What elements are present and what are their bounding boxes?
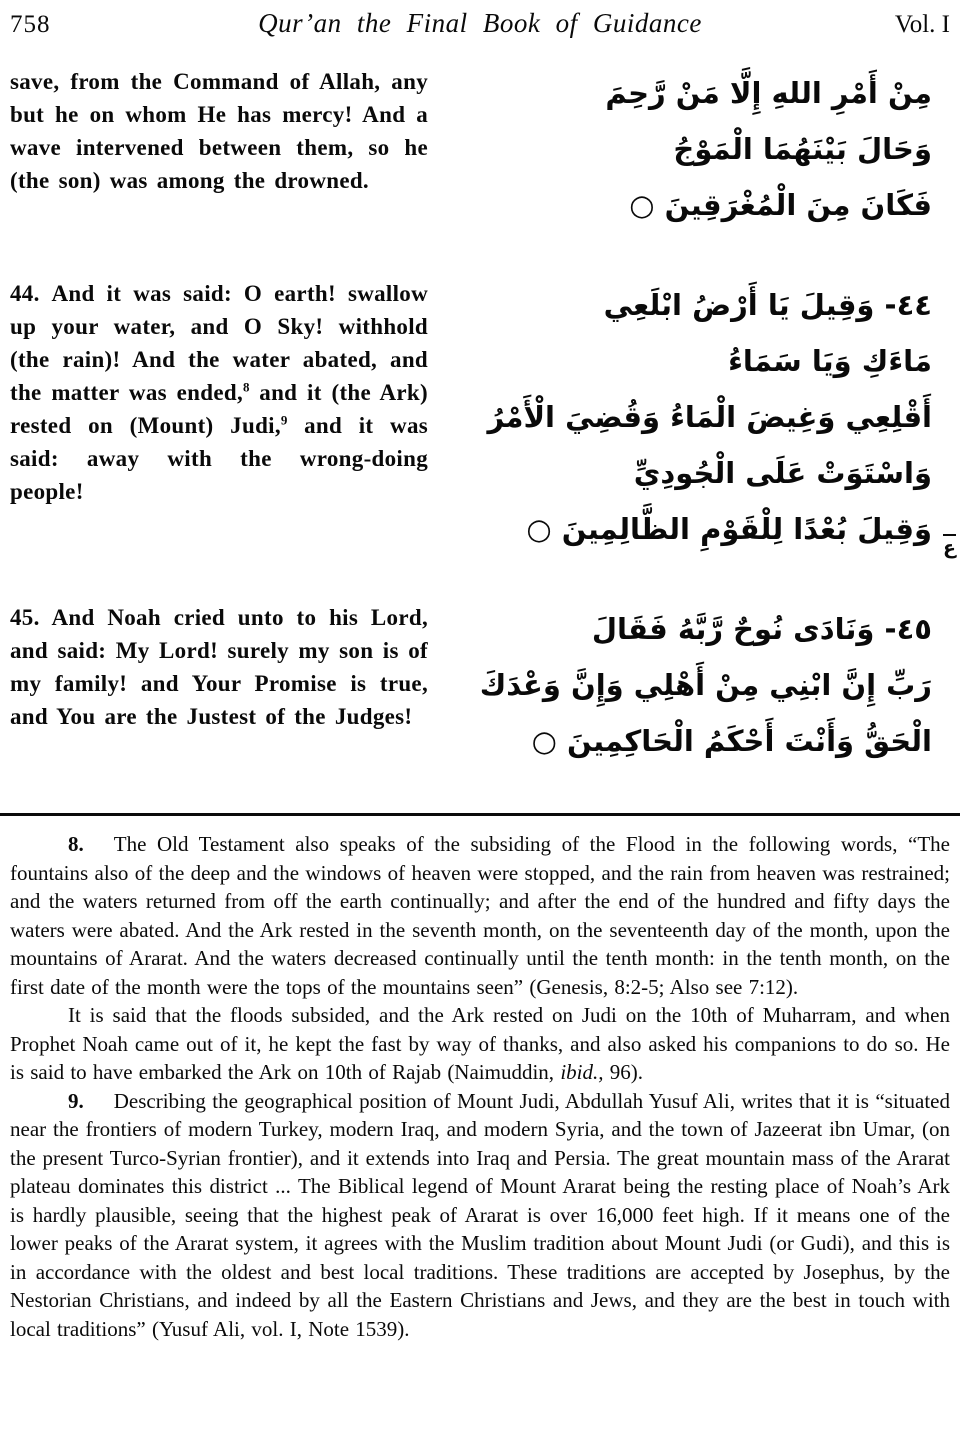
arabic-line: أَقْلِعِي وَغِيضَ الْمَاءُ وَقُضِيَ الْأَمْرُ (487, 400, 932, 434)
footnote-8 (10, 830, 950, 1001)
footnote-8b-ibid: ibid., (560, 1060, 604, 1084)
footnote-ref-9: 9 (280, 412, 288, 428)
footnote-8b-text-pre: It is said that the floods subsided, and the Ark rested on Judi on the 10th of Muharram, and when Prophet Noah came out of it, he kept the fast by way of thanks, and also asked his companions to do so. He is said to have embarked the Ark on 10th of Rajab (Naimuddin, (10, 1003, 950, 1084)
arabic-line: مِنْ أَمْرِ اللهِ إِلَّا مَنْ رَّحِمَ (605, 76, 932, 110)
footnote-8b-text-post: 96). (603, 1060, 643, 1084)
footnote-8-number: 8. (68, 832, 84, 856)
verse-44-text-mid: and it (the Ark) rested on (Mount) Judi, (10, 380, 428, 438)
arabic-line: مَاءَكِ وَيَا سَمَاءُ (728, 344, 932, 378)
verse-44-arabic (428, 277, 950, 557)
volume-label: Vol. I (894, 11, 950, 38)
footnote-8-text: The Old Testament also speaks of the subsiding of the Flood in the following words, “The fountains also of the deep and the windows of heaven were stopped, and the rain from heaven was restrained; and the waters returned from off the earth continually; and after the end of the hundred and fifty days the waters were abated. And the Ark rested in the seventh month, on the seventeenth day of the month, upon the mountains of Ararat. And the waters decreased continually until the tenth month: in the tenth month, on the first date of the month were the tops of the mountains seen” (Genesis, 8:2-5; Also see 7:12). (10, 832, 950, 999)
arabic-line: وَقِيلَ بُعْدًا لِلْقَوْمِ الظَّالِمِينَ ○ (526, 512, 932, 546)
verse-row-44 (10, 277, 950, 557)
verse-row-43 (10, 65, 950, 233)
running-title: Qur’an the Final Book of Guidance (258, 8, 702, 38)
footnotes-section (10, 830, 950, 1343)
verse-43-arabic (428, 65, 950, 233)
footnote-9-text: Describing the geographical position of Mount Judi, Abdullah Yusuf Ali, writes that it is “situated near the frontiers of modern Turkey, modern Iraq, and modern Syria, and the town of Jazeerat ibn Umar, (on the present Turco-Syrian frontier), and it extends into Iraq and Persia. The great mountain mass of the Ararat plateau dominates this district ... The Biblical legend of Mount Ararat being the resting place of Noah’s Ark is hardly plausible, seeing that the highest peak of Ararat is over 16,000 feet high. If it means one of the lower peaks of the Ararat system, it agrees with the Muslim tradition about Mount Judi (or Gudi), and this is in accordance with the oldest and best local traditions. These traditions are accepted by Josephus, by the Nestorian Christians, and indeed by all the Eastern Christians and Jews, and they are the best in touch with local traditions” (Yusuf Ali, vol. I, Note 1539). (10, 1088, 950, 1341)
arabic-line: فَكَانَ مِنَ الْمُغْرَقِينَ ○ (629, 188, 932, 222)
page-number: 758 (10, 11, 51, 38)
arabic-line: ٤٥- وَنَادَى نُوحٌ رَّبَّهُ فَقَالَ (591, 612, 932, 646)
verse-row-45 (10, 601, 950, 769)
arabic-line: رَبِّ إِنَّ ابْنِي مِنْ أَهْلِي وَإِنَّ وَعْدَكَ (479, 668, 932, 702)
arabic-line: ٤٤- وَقِيلَ يَا أَرْضُ ابْلَعِي (603, 288, 932, 322)
verse-43-english: save, from the Command of Allah, any but he on whom He has mercy! And a wave intervened between them, so he (the son) was among the drowned. (10, 69, 428, 193)
page-header (10, 8, 950, 39)
verse-44-english (10, 277, 428, 557)
verse-45-english: 45. And Noah cried unto to his Lord, and said: My Lord! surely my son is of my family! and Your Promise is true, and You are the Justest of the Judges! (10, 605, 428, 729)
ruku-marker: ع (943, 534, 956, 559)
arabic-line: وَحَالَ بَيْنَهُمَا الْمَوْجُ (673, 132, 932, 166)
footnote-separator-rule (0, 813, 960, 816)
verse-44-text-pre: 44. And it was said: O earth! swallow up your water, and O Sky! withhold (the rain)! And the water abated, and the matter was ended, (10, 281, 428, 405)
arabic-line: وَاسْتَوَتْ عَلَى الْجُودِيِّ (633, 456, 932, 490)
footnote-9 (10, 1087, 950, 1344)
footnote-ref-8: 8 (243, 379, 250, 395)
arabic-line: الْحَقُّ وَأَنْتَ أَحْكَمُ الْحَاكِمِينَ ○ (531, 724, 932, 758)
footnote-8-continuation (10, 1001, 950, 1087)
footnote-9-number: 9. (68, 1088, 84, 1113)
verse-45-arabic (428, 601, 950, 769)
verse-44-text-post: and it was said: away with the wrong-doing people! (10, 413, 429, 504)
